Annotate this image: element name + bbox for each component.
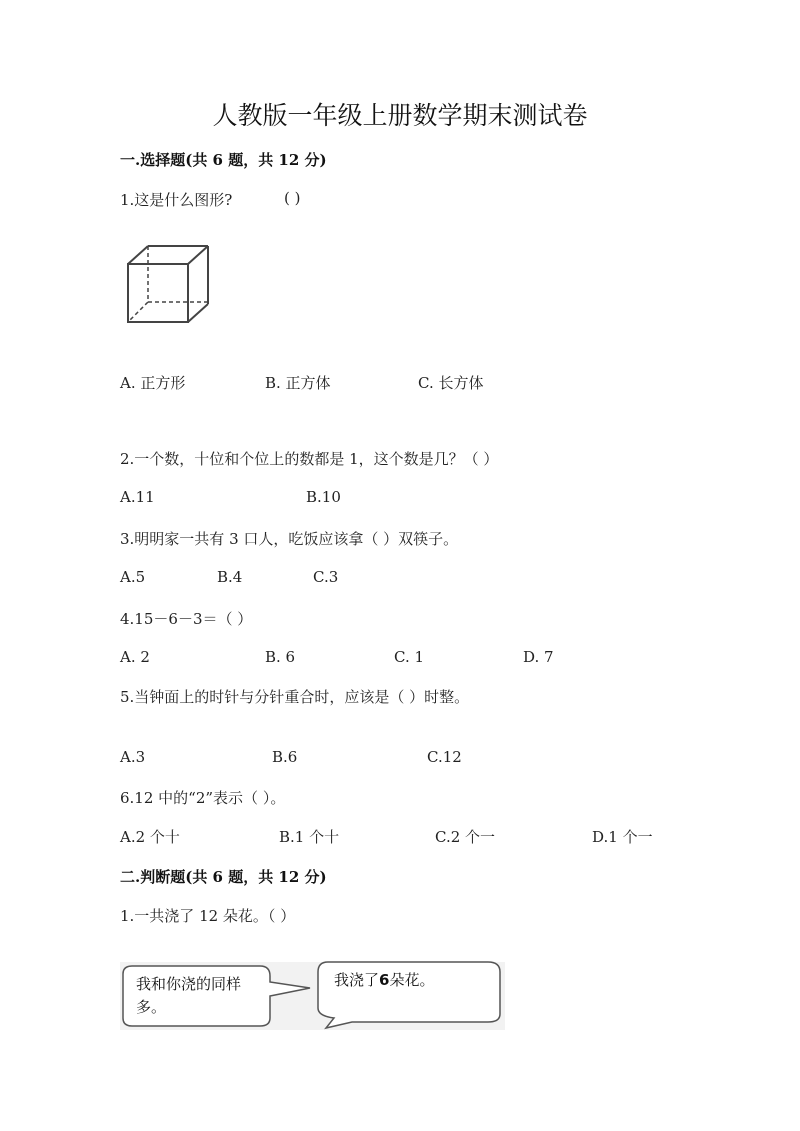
left-bubble-line-1: 我和你浇的同样: [136, 975, 242, 993]
question-4-stem: 4.15－6－3＝（ ）: [120, 610, 253, 628]
question-5-stem: 5.当钟面上的时针与分针重合时，应该是（ ）时整。: [120, 688, 470, 706]
section-heading-judge: 二.判断题(共 6 题，共 12 分): [120, 868, 327, 886]
question-3-option-b: B.4: [217, 568, 243, 586]
question-3-option-c: C.3: [313, 568, 339, 586]
question-4-option-a: A. 2: [120, 648, 150, 666]
question-6-option-d: D.1 个一: [592, 828, 653, 846]
right-bubble-prefix: 我浇了: [334, 971, 380, 989]
question-1-stem: 1.这是什么图形?: [120, 191, 233, 209]
question-5-option-c: C.12: [427, 748, 462, 766]
question-2-option-b: B.10: [306, 488, 341, 506]
question-2-option-a: A.11: [120, 488, 155, 506]
question-5-option-a: A.3: [120, 748, 146, 766]
question-5-option-b: B.6: [272, 748, 298, 766]
question-2-stem: 2.一个数，十位和个位上的数都是 1，这个数是几？（ ）: [120, 450, 499, 468]
question-6-option-a: A.2 个十: [120, 828, 180, 846]
question-1-option-b: B. 正方体: [265, 374, 331, 392]
question-3-stem: 3.明明家一共有 3 口人，吃饭应该拿（ ）双筷子。: [120, 530, 459, 548]
question-1-option-c: C. 长方体: [418, 374, 484, 392]
question-6-option-b: B.1 个十: [279, 828, 340, 846]
question-3-option-a: A.5: [120, 568, 146, 586]
question-1-option-a: A. 正方形: [120, 374, 186, 392]
speech-bubbles-figure: [120, 960, 505, 1032]
section-heading-choice: 一.选择题(共 6 题，共 12 分): [120, 151, 327, 169]
question-4-option-d: D. 7: [523, 648, 554, 666]
left-bubble-line-2: 多。: [136, 998, 167, 1016]
judge-question-1-stem: 1.一共浇了 12 朵花。（ ）: [120, 907, 296, 925]
page-title: 人教版一年级上册数学期末测试卷: [212, 101, 588, 130]
question-1-blank: ( ): [284, 189, 301, 207]
right-bubble-text: [334, 969, 434, 990]
cube-figure: [120, 240, 220, 330]
question-6-stem: 6.12 中的“2”表示（ ）。: [120, 789, 286, 807]
right-bubble-suffix: 朵花。: [389, 971, 435, 989]
right-bubble-number: 6: [379, 971, 390, 989]
question-6-option-c: C.2 个一: [435, 828, 496, 846]
question-4-option-b: B. 6: [265, 648, 296, 666]
question-4-option-c: C. 1: [394, 648, 425, 666]
